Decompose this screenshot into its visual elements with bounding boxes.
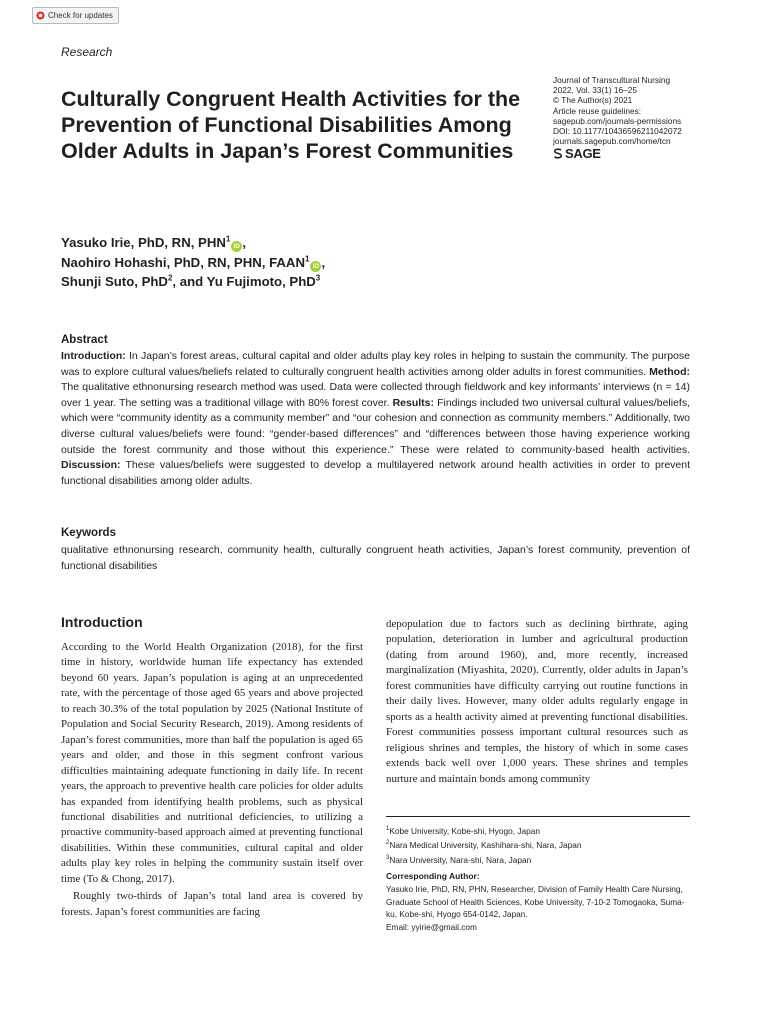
orcid-icon[interactable]: iD — [310, 261, 321, 272]
affiliation-mark: 1 — [386, 826, 390, 832]
introduction-column-left — [61, 640, 363, 920]
abstract-text-method: The qualitative ethnonursing research method was used. Data were collected through fieldwork and key informants’ interviews (n = 14) over 1 year. The setting was a traditional village with 80% forest cover. — [61, 381, 690, 409]
publisher-name: SAGE — [565, 145, 601, 161]
keywords-text: qualitative ethnonursing research, community health, culturally congruent heath activities, Japan’s forest community, prevention of functional disabilities — [61, 544, 690, 572]
abstract-label-introduction: Introduction: — [61, 350, 126, 362]
author-line — [61, 253, 521, 273]
journal-name: Journal of Transcultural Nursing — [553, 75, 671, 85]
introduction-paragraph: Roughly two-thirds of Japan’s total land area is covered by forests. Japan’s forest communities are facing — [61, 890, 363, 918]
introduction-heading: Introduction — [61, 614, 143, 630]
footnote-divider — [386, 816, 690, 817]
article-title: Culturally Congruent Health Activities for the Prevention of Functional Disabilities Among Older Adults in Japan’s Forest Communities — [61, 87, 521, 163]
affiliation-text: Nara University, Nara-shi, Nara, Japan — [389, 854, 532, 865]
affiliations — [386, 823, 691, 866]
author-name: Yu Fujimoto, PhD — [206, 274, 316, 289]
introduction-column-right: depopulation due to factors such as declining birthrate, aging population, deterioration in lumber and agricultural production (dating from around 1960), and, more recently, increased marginalization (Miyashita, 2020). Currently, older adults in Japan’s forest communities have difficulty carrying out routine functions in their daily lives. However, many older adults regularly engage in sports as a health activity aimed at preventing functional disabilities. Forest communities possess important cultural resources such as religious shrines and temples, the history of which in some cases extends back well over 1,000 years. These shrines and temples nurture and maintain bonds among community — [386, 618, 688, 785]
journal-home-link[interactable]: journals.sagepub.com/home/tcn — [553, 136, 671, 147]
corresponding-author-address: Yasuko Irie, PhD, RN, PHN, Researcher, Division of Family Health Care Nursing, Graduate School of Health Sciences, Kobe University, 7-10-2 Tomogaoka, Suma-ku, Kobe-shi, Hyogo 654-0142, Japan. — [386, 884, 685, 920]
sage-logo-icon — [553, 148, 563, 159]
abstract-text-discussion: These values/beliefs were suggested to develop a multilayered network around health activities in order to prevent functional disabilities among older adults. — [61, 459, 690, 487]
author-name: Shunji Suto, PhD — [61, 274, 168, 289]
introduction-paragraph: According to the World Health Organization (2018), for the first time in history, worldwide human life expectancy has extended beyond 60 years. Japan’s population is aging at an unprecedented rate, with the percentage of those aged 65 years and above projected to reach 30.3% of the total population by 2025 (National Institute of Population and Social Security Research, 2019). Among residents of Japan’s forest communities, more than half the population is aged 65 years and older, and those in this segment confront various difficulties maintaining adequate functioning in daily life. In recent years, the approach to preventive health care policies for older adults has expanded from identifying health problems, such as physical functional disabilities and nutritional deficiencies, to utilizing a proactive community-based approach aimed at preventing functional disabilities. Within these communities, cultural capital and older adults play key roles in helping the community sustain itself over time (To & Chong, 2017). — [61, 641, 363, 885]
abstract-label-method: Method: — [649, 365, 690, 378]
abstract-label-results: Results: — [392, 396, 435, 409]
author-affiliation-mark: 1 — [225, 234, 231, 244]
affiliation-item — [386, 852, 691, 866]
abstract-heading: Abstract — [61, 334, 108, 346]
copyright: © The Author(s) 2021 — [553, 95, 633, 106]
doi-link[interactable]: DOI: 10.1177/10436596211042072 — [553, 126, 682, 137]
author-line — [61, 233, 521, 253]
affiliation-mark: 3 — [386, 854, 390, 861]
affiliation-mark: 2 — [386, 840, 390, 847]
abstract-text-introduction: In Japan’s forest areas, cultural capital and older adults play key roles in helping to sustain the community. The purpose was to explore cultural values/beliefs related to culturally congruent health activities among older adults in forest communities. — [61, 350, 690, 378]
abstract-text-results: Findings included two universal cultural values/beliefs, which were “community identity as a community member” and “our cohesion and connection as community members.” Additionally, two diverse cultural values/beliefs were found: “gender-based differences” and “differences between those having experience working outside the forest community and those without this experience.” These were related to community-based health activities. — [61, 396, 690, 456]
permissions-link[interactable]: sagepub.com/journals-permissions — [553, 115, 682, 126]
author-name: Yasuko Irie, PhD, RN, PHN — [61, 235, 226, 250]
update-icon — [36, 11, 45, 20]
affiliation-text: Nara Medical University, Kashihara-shi, Nara, Japan — [389, 840, 582, 851]
affiliation-item — [386, 837, 691, 851]
publisher-logo — [553, 145, 753, 161]
author-affiliation-mark: 3 — [315, 273, 321, 283]
author-separator: , — [242, 235, 247, 250]
author-separator: , — [321, 254, 326, 270]
corresponding-author-email[interactable]: Email: yyirie@gmail.com — [386, 921, 477, 932]
reuse-guidelines: Article reuse guidelines: — [553, 105, 642, 116]
check-for-updates-label: Check for updates — [48, 11, 113, 20]
author-affiliation-mark: 2 — [167, 273, 173, 283]
author-line — [61, 272, 521, 292]
check-for-updates-button[interactable] — [32, 7, 119, 24]
corresponding-author-details — [386, 883, 691, 933]
keywords-heading: Keywords — [61, 527, 116, 539]
author-list — [61, 233, 521, 292]
author-affiliation-mark: 1 — [304, 254, 310, 264]
journal-volume: 2022, Vol. 33(1) 16–25 — [553, 85, 637, 96]
journal-info — [553, 75, 753, 159]
corresponding-author-heading: Corresponding Author: — [386, 871, 480, 881]
author-name: Naohiro Hohashi, PhD, RN, PHN, FAAN — [61, 254, 305, 270]
abstract-label-discussion: Discussion: — [61, 459, 121, 472]
orcid-icon[interactable]: iD — [231, 241, 242, 252]
abstract-body — [61, 349, 690, 489]
affiliation-text: Kobe University, Kobe-shi, Hyogo, Japan — [389, 825, 540, 836]
author-separator: , and — [172, 274, 207, 289]
affiliation-item — [386, 823, 691, 837]
section-label: Research — [61, 45, 113, 59]
